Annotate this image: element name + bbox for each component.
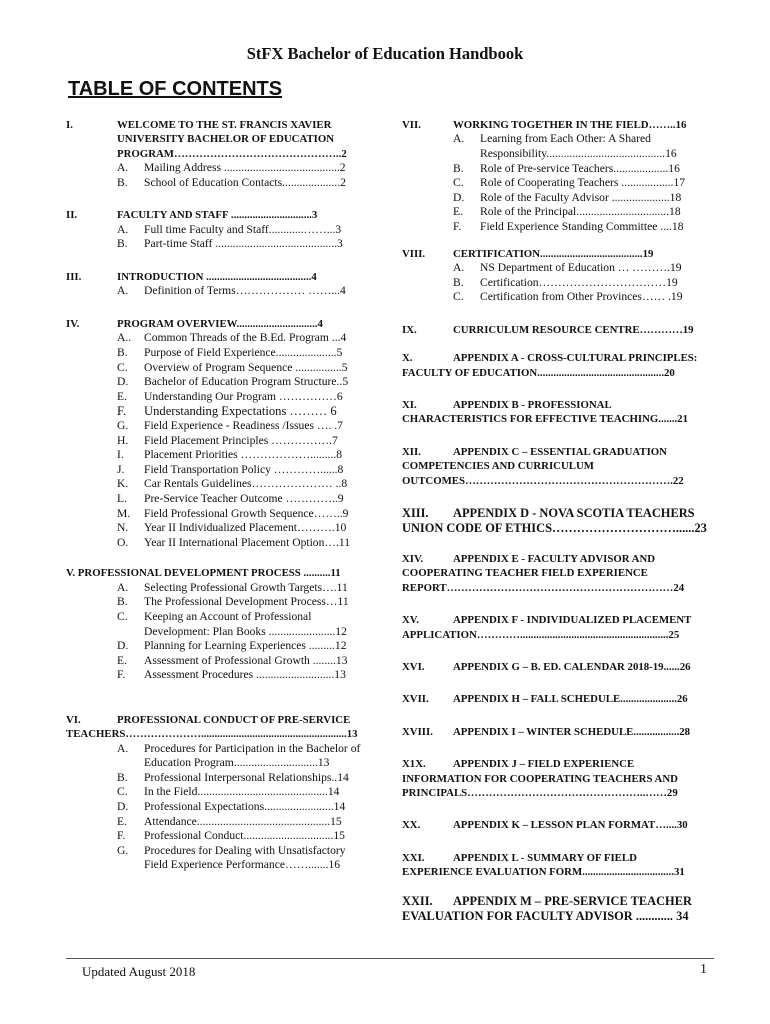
section-number: IV.: [66, 318, 80, 330]
toc-entry: [66, 477, 370, 492]
section-title: CURRICULUM RESOURCE CENTRE…………19: [453, 323, 694, 336]
entry-text: Field Experience Standing Committee ....18: [480, 219, 684, 233]
entry-text: Professional Conduct...............................15: [144, 829, 345, 843]
section-number: VIII.: [402, 247, 426, 260]
toc-section-12: [402, 445, 710, 488]
section-number: III.: [66, 271, 82, 283]
section-number: XI.: [402, 398, 417, 411]
page-header: StFX Bachelor of Education Handbook: [246, 44, 524, 63]
section-title: APPENDIX H – FALL SCHEDULE.....................26: [453, 693, 688, 706]
entry-letter: A.: [453, 132, 465, 146]
entry-letter: B.: [117, 595, 128, 609]
section-number: XX.: [402, 819, 421, 832]
entry-letter: J.: [117, 462, 125, 476]
section-title: PROFESSIONAL CONDUCT OF PRE-SERVICE: [117, 713, 351, 726]
entry-letter: G.: [117, 418, 129, 432]
entry-text: The Professional Development Process…11: [144, 595, 349, 609]
entry-text: Professional Expectations........................14: [144, 800, 346, 814]
toc-left-column: [66, 118, 370, 873]
footer-rule: [66, 958, 714, 959]
entry-letter: A.: [117, 580, 129, 594]
entry-letter: C.: [117, 609, 128, 623]
entry-letter: D.: [117, 375, 129, 389]
entry-text: Part-time Staff ..........................................3: [144, 237, 343, 251]
entry-text: Field Placement Principles …………….7: [144, 433, 338, 447]
entry-text: Year II Individualized Placement……….10: [144, 521, 347, 535]
entry-text: Common Threads of the B.Ed. Program ...4: [144, 331, 347, 345]
entry-letter: L.: [117, 491, 127, 505]
toc-entry: [66, 284, 370, 299]
toc-entry: [66, 521, 370, 536]
entry-text: Year II International Placement Option….11: [144, 535, 351, 549]
section-title: APPENDIX I – WINTER SCHEDULE.................28: [453, 725, 691, 738]
entry-text: Assessment of Professional Growth ........13: [144, 653, 348, 667]
entry-text: Selecting Professional Growth Targets….11: [144, 580, 348, 594]
entry-letter: E.: [117, 389, 127, 403]
section-title: APPENDIX D - NOVA SCOTIA TEACHERS: [453, 506, 695, 520]
entry-text: Field Transportation Policy …………......8: [144, 462, 344, 476]
entry-text: Learning from Each Other: A Shared Responsibility.........................................16: [480, 132, 677, 160]
toc-entry: [66, 844, 370, 873]
entry-letter: A.: [117, 284, 129, 298]
toc-entry: [66, 771, 370, 786]
entry-text: Certification……………………………19: [480, 275, 678, 289]
entry-letter: E.: [453, 205, 463, 219]
section-title-cont: EVALUATION FOR FACULTY ADVISOR ............ 34: [402, 908, 689, 923]
entry-text: Planning for Learning Experiences .........12: [144, 639, 347, 653]
entry-text: Bachelor of Education Program Structure..5: [144, 375, 349, 389]
section-number: VII.: [402, 119, 421, 131]
entry-letter: B.: [117, 237, 128, 251]
section-title: APPENDIX C – ESSENTIAL GRADUATION: [453, 445, 667, 458]
toc-section-8: [402, 247, 710, 305]
toc-entry: [66, 404, 370, 419]
entry-text: Role of Cooperating Teachers ..................17: [480, 176, 686, 190]
section-number: XV.: [402, 614, 419, 627]
entry-letter: D.: [453, 190, 465, 204]
entry-letter: A.: [117, 222, 129, 236]
entry-text: Role of Pre-service Teachers...................16: [480, 161, 680, 175]
section-title-cont: PRINCIPALS…………………………………………..……29: [402, 787, 678, 800]
entry-text: Role of the Principal................................18: [480, 205, 681, 219]
toc-section-10: [402, 351, 710, 380]
entry-letter: E.: [117, 653, 127, 667]
section-title-cont: COOPERATING TEACHER FIELD EXPERIENCE: [402, 567, 648, 580]
entry-letter: D.: [117, 639, 129, 653]
entry-text: Pre-Service Teacher Outcome …………..9: [144, 491, 344, 505]
toc-section-17: [402, 692, 710, 706]
section-title-cont: OUTCOMES………………………………………………….22: [402, 474, 684, 487]
toc-entry: [66, 434, 370, 449]
entry-letter: C.: [117, 360, 128, 374]
entry-text: Procedures for Participation in the Bachelor of Education Program.............................13: [144, 741, 361, 770]
toc-entry: [66, 361, 370, 376]
toc-entry: [402, 220, 710, 235]
entry-letter: C.: [453, 176, 464, 190]
section-title: APPENDIX B - PROFESSIONAL: [453, 398, 612, 411]
toc-entry: [66, 785, 370, 800]
toc-entry: [66, 176, 370, 191]
section-title: FACULTY AND STAFF ..............................3: [117, 209, 318, 222]
section-title: WELCOME TO THE ST. FRANCIS XAVIER UNIVERSITY BACHELOR OF EDUCATION PROGRAM………………………………………..2: [117, 119, 347, 160]
toc-section-3: [66, 270, 370, 299]
entry-letter: N.: [117, 521, 129, 535]
entry-text: School of Education Contacts....................2: [144, 175, 346, 189]
toc-section-4: [66, 317, 370, 550]
section-title: PROGRAM OVERVIEW..............................4: [117, 318, 323, 330]
entry-letter: F.: [117, 829, 126, 843]
toc-section-6: [66, 713, 370, 873]
entry-text: Field Professional Growth Sequence……..9: [144, 506, 349, 520]
entry-text: Professional Interpersonal Relationships..14: [144, 770, 349, 784]
toc-section-14: [402, 552, 710, 595]
section-number: IX.: [402, 323, 417, 336]
section-number: I.: [66, 119, 73, 131]
entry-letter: M.: [117, 506, 131, 520]
toc-entry: [66, 375, 370, 390]
section-title: APPENDIX A - CROSS-CULTURAL PRINCIPLES:: [453, 352, 698, 365]
section-title: APPENDIX F - INDIVIDUALIZED PLACEMENT: [453, 614, 692, 627]
entry-letter: B.: [117, 770, 128, 784]
toc-entry: [66, 223, 370, 238]
toc-entry: [66, 829, 370, 844]
entry-letter: A.: [453, 260, 465, 274]
toc-entry: [66, 815, 370, 830]
section-title-cont: APPLICATION………….......................................................25: [402, 628, 680, 641]
entry-letter: A.: [117, 741, 129, 755]
toc-entry: [66, 595, 370, 610]
entry-letter: F.: [453, 219, 462, 233]
entry-text: Procedures for Dealing with Unsatisfactory Field Experience Performance…….......16: [144, 843, 346, 872]
toc-section-13: [402, 506, 710, 536]
entry-letter: O.: [117, 535, 129, 549]
footer-updated: Updated August 2018: [82, 964, 196, 979]
toc-entry: [66, 639, 370, 654]
section-title: INTRODUCTION .......................................4: [117, 271, 317, 283]
toc-section-15: [402, 613, 710, 642]
entry-text: Field Experience - Readiness /Issues …. .7: [144, 418, 343, 432]
section-number: II.: [66, 209, 78, 222]
section-title-cont: COMPETENCIES AND CURRICULUM: [402, 460, 594, 473]
section-number: XIII.: [402, 506, 429, 520]
entry-text: Full time Faculty and Staff............……...3: [144, 222, 342, 236]
entry-letter: B.: [453, 161, 464, 175]
entry-letter: F.: [117, 404, 127, 419]
entry-text: Definition of Terms……………… ……...4: [144, 284, 346, 298]
toc-section-21: [402, 851, 710, 880]
section-title: APPENDIX E - FACULTY ADVISOR AND: [453, 553, 656, 565]
entry-text: Role of the Faculty Advisor ....................18: [480, 190, 682, 204]
entry-text: Placement Priorities ……………….........8: [144, 448, 343, 462]
entry-letter: F.: [117, 668, 126, 682]
entry-letter: B.: [453, 275, 464, 289]
section-number: X1X.: [402, 758, 426, 771]
toc-section-9: [402, 323, 710, 337]
toc-entry: [66, 448, 370, 463]
section-number: XXII.: [402, 893, 433, 908]
section-title: APPENDIX G – B. ED. CALENDAR 2018-19......26: [453, 661, 691, 674]
toc-section-20: [402, 818, 710, 832]
toc-title: TABLE OF CONTENTS: [68, 78, 283, 100]
entry-letter: G.: [117, 843, 129, 857]
toc-section-2: [66, 208, 370, 252]
section-title: V. PROFESSIONAL DEVELOPMENT PROCESS ..........11: [66, 567, 341, 580]
section-number: XVII.: [402, 693, 429, 706]
toc-entry: [66, 346, 370, 361]
section-title: CERTIFICATION......................................19: [453, 247, 654, 260]
section-title: APPENDIX K – LESSON PLAN FORMAT…....30: [453, 819, 688, 832]
section-number: X.: [402, 352, 413, 365]
toc-section-22: [402, 894, 710, 924]
entry-text: Certification from Other Provinces…… .19: [480, 290, 683, 304]
toc-section-5: [66, 566, 370, 683]
section-title-cont: FACULTY OF EDUCATION...............................................20: [402, 366, 675, 379]
section-number: XII.: [402, 445, 421, 458]
toc-entry: [66, 507, 370, 522]
section-title-cont: REPORT………………………………………………………24: [402, 581, 685, 594]
section-title-cont: CHARACTERISTICS FOR EFFECTIVE TEACHING.......21: [402, 413, 688, 426]
section-number: XVI.: [402, 661, 425, 674]
entry-letter: B.: [117, 346, 128, 359]
section-title-cont: UNION CODE OF ETHICS…………………………......23: [402, 521, 707, 535]
toc-entry: [66, 161, 370, 176]
section-number: VI.: [66, 713, 81, 726]
toc-section-19: [402, 757, 710, 800]
entry-letter: I.: [117, 448, 124, 462]
entry-text: Car Rentals Guidelines………………… ..8: [144, 477, 348, 491]
toc-entry: [402, 261, 710, 276]
toc-entry: [66, 654, 370, 669]
entry-text: Overview of Program Sequence ................5: [144, 360, 348, 374]
section-title: WORKING TOGETHER IN THE FIELD……..16: [453, 119, 687, 131]
entry-letter: A.: [117, 161, 129, 175]
entry-text: Keeping an Account of Professional Development: Plan Books .......................12: [144, 609, 347, 638]
entry-letter: C.: [453, 290, 464, 304]
toc-section-7: [402, 118, 710, 235]
toc-entry: [402, 191, 710, 206]
toc-entry: [402, 162, 710, 177]
toc-entry: [66, 800, 370, 815]
entry-letter: H.: [117, 433, 129, 447]
entry-text: Purpose of Field Experience.....................5: [144, 346, 343, 359]
toc-entry: [66, 492, 370, 507]
toc-entry: [66, 331, 370, 346]
toc-entry: [402, 290, 710, 305]
toc-entry: [66, 463, 370, 478]
entry-text: Attendance..............................................15: [144, 814, 342, 828]
entry-text: Mailing Address ........................................2: [144, 161, 346, 175]
section-number: XIV.: [402, 553, 424, 565]
section-title-cont: INFORMATION FOR COOPERATING TEACHERS AND: [402, 772, 678, 785]
toc-section-11: [402, 398, 710, 427]
toc-entry: [66, 419, 370, 434]
section-number: XVIII.: [402, 725, 433, 738]
entry-text: NS Department of Education … ……….19: [480, 260, 682, 274]
toc-entry: [66, 742, 370, 771]
entry-text: Understanding Expectations ……… 6: [144, 404, 337, 419]
toc-entry: [66, 390, 370, 405]
toc-section-18: [402, 725, 710, 739]
section-title: APPENDIX J – FIELD EXPERIENCE: [453, 758, 635, 771]
toc-entry: [66, 610, 370, 639]
section-title: APPENDIX L - SUMMARY OF FIELD: [453, 851, 637, 864]
entry-letter: E.: [117, 814, 127, 828]
toc-entry: [66, 581, 370, 596]
section-title: APPENDIX M – PRE-SERVICE TEACHER: [453, 893, 692, 908]
entry-text: Assessment Procedures ...........................13: [144, 668, 346, 682]
section-number: XXI.: [402, 851, 425, 864]
entry-letter: D.: [117, 800, 129, 814]
toc-section-1: [66, 118, 370, 190]
toc-section-16: [402, 660, 710, 674]
toc-entry: [402, 132, 710, 161]
page-number: 1: [700, 962, 707, 977]
toc-entry: [66, 237, 370, 252]
toc-entry: [66, 536, 370, 551]
entry-text: Understanding Our Program ……………6: [144, 389, 343, 403]
entry-letter: B.: [117, 175, 128, 189]
toc-entry: [402, 176, 710, 191]
toc-entry: [66, 668, 370, 683]
entry-letter: C.: [117, 785, 128, 799]
toc-entry: [402, 276, 710, 291]
section-title-cont: EXPERIENCE EVALUATION FORM..................................31: [402, 866, 685, 879]
entry-letter: A..: [117, 331, 132, 345]
section-title-cont: TEACHERS…………………......................................................13: [66, 728, 358, 741]
entry-letter: K.: [117, 477, 129, 491]
toc-entry: [402, 205, 710, 220]
entry-text: In the Field.............................................14: [144, 785, 340, 799]
toc-right-column: [402, 118, 710, 924]
